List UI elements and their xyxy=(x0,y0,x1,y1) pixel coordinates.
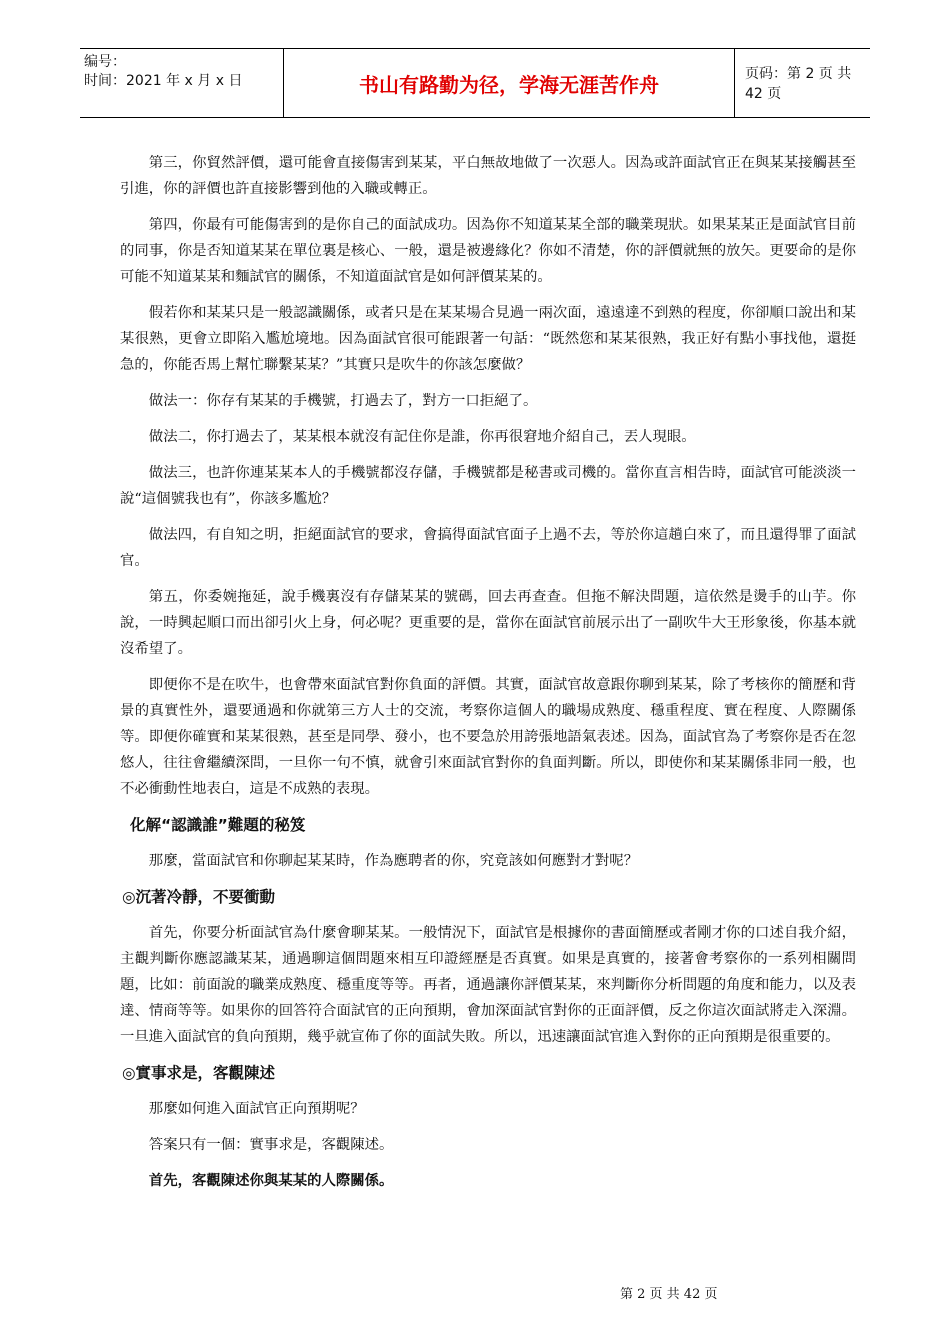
page-footer: 第 2 页 共 42 页 xyxy=(620,1287,718,1302)
paragraph: 那麼，當面試官和你聊起某某時，作為應聘者的你，究竟該如何應對才對呢？ xyxy=(148,853,639,869)
paragraph: 第四，你最有可能傷害到的是你自己的面試成功。因為你不知道某某全部的職業現狀。如果某某正是面試官目前的同事，你是否知道某某在單位裏是核心、一般，還是被邊緣化？你如不清楚，你的評價就無的放矢。更要命的是你可能不知道某某和麵試官的關係，不知道面試官是如何評價某某的。 xyxy=(120,217,856,285)
paragraph: 答案只有一個：實事求是，客觀陳述。 xyxy=(148,1137,394,1153)
code-label: 编号： xyxy=(84,54,126,70)
header-motto: 书山有路勤为径，学海无涯苦作舟 xyxy=(283,49,735,117)
paragraph: 那麼如何進入面試官正向預期呢？ xyxy=(148,1101,365,1117)
paragraph: 做法二，你打過去了，某某根本就沒有記住你是誰，你再很窘地介紹自己，丟人現眼。 xyxy=(148,429,696,445)
section-heading: ◎沉著冷靜，不要衝動 xyxy=(122,888,276,906)
paragraph: 做法三，也許你連某某本人的手機號都沒存儲，手機號都是秘書或司機的。當你直言相告時，面試官可能淡淡一說“這個號我也有”，你該多尷尬？ xyxy=(120,465,856,507)
header-page-info: 页码：第 2 页 共 42 页 xyxy=(745,66,852,102)
paragraph: 做法一：你存有某某的手機號，打過去了，對方一口拒絕了。 xyxy=(148,393,538,409)
time-label: 时间：2021 年 x 月 x 日 xyxy=(84,73,243,89)
paragraph: 假若你和某某只是一般認識關係，或者只是在某某場合見過一兩次面，遠遠達不到熟的程度，你卻順口說出和某某很熟，更會立即陷入尷尬境地。因為面試官很可能跟著一句話：“既然您和某某很熟，我正好有點小事找他，還挺急的，你能否馬上幫忙聯繫某某？”其實只是吹牛的你該怎麼做？ xyxy=(120,305,856,373)
section-heading: 化解“認識誰”難題的秘笈 xyxy=(130,816,306,834)
paragraph: 做法四，有自知之明，拒絕面試官的要求，會搞得面試官面子上過不去，等於你這趟白來了，而且還得罪了面試官。 xyxy=(120,527,856,569)
paragraph: 第三，你貿然評價，還可能會直接傷害到某某，平白無故地做了一次惡人。因為或許面試官正在與某某接觸甚至引進，你的評價也許直接影響到他的入職或轉正。 xyxy=(120,155,856,197)
paragraph: 第五，你委婉拖延，說手機裏沒有存儲某某的號碼，回去再查查。但拖不解決問題，這依然是燙手的山芋。你說，一時興起順口而出卻引火上身，何必呢？更重要的是，當你在面試官前展示出了一副吹牛大王形象後，你基本就沒希望了。 xyxy=(120,589,856,657)
header-meta xyxy=(80,49,283,117)
paragraph: 首先，你要分析面試官為什麼會聊某某。一般情況下，面試官是根據你的書面簡歷或者剛才你的口述自我介紹，主觀判斷你應認識某某，通過聊這個問題來相互印證經歷是否真實。如果是真實的，接著會考察你的一系列相關問題，比如：前面說的職業成熟度、穩重度等等。再者，通過讓你評價某某，來判斷你分析問題的角度和能力，以及表達、情商等等。如果你的回答符合面試官的正向預期，會加深面試官對你的正面評價，反之你這次面試將走入深淵。一旦進入面試官的負向預期，幾乎就宣佈了你的面試失敗。所以，迅速讓面試官進入對你的正向預期是很重要的。 xyxy=(120,925,856,1045)
bold-paragraph: 首先，客觀陳述你與某某的人際關係。 xyxy=(148,1172,394,1189)
page-header xyxy=(80,48,870,118)
section-heading: ◎實事求是，客觀陳述 xyxy=(122,1064,276,1082)
paragraph: 即便你不是在吹牛，也會帶來面試官對你負面的評價。其實，面試官故意跟你聊到某某，除了考核你的簡歷和背景的真實性外，還要通過和你就第三方人士的交流，考察你這個人的職場成熟度、穩重程度、實在程度、人際關係等。即便你確實和某某很熟，甚至是同學、發小，也不要急於用誇張地語氣表述。因為，面試官為了考察你是否在忽悠人，往往會繼續深問，一旦你一句不慎，就會引來面試官對你的負面判斷。所以，即使你和某某關係非同一般，也不必衝動性地表白，這是不成熟的表現。 xyxy=(120,677,856,797)
document-body xyxy=(120,150,856,1204)
